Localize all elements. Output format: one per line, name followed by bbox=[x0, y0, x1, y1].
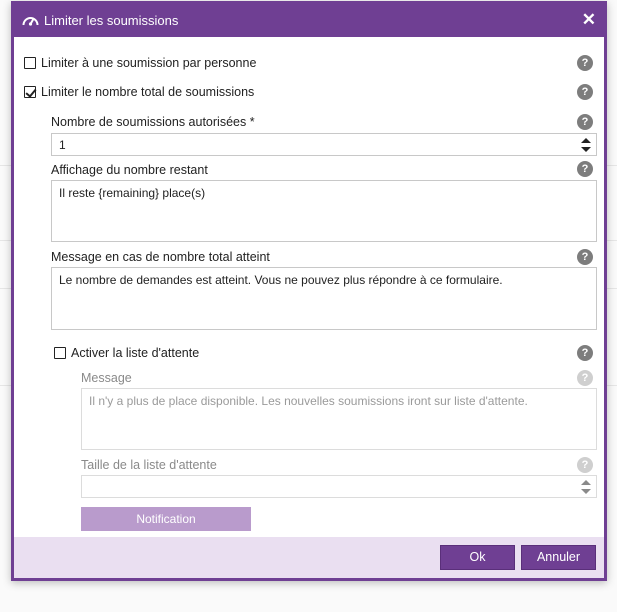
limit-per-person-checkbox[interactable] bbox=[24, 57, 36, 69]
remaining-display-label: Affichage du nombre restant bbox=[51, 163, 208, 177]
notification-button: Notification bbox=[81, 507, 251, 531]
enable-waitlist-checkbox[interactable] bbox=[54, 347, 66, 359]
allowed-submissions-label: Nombre de soumissions autorisées * bbox=[51, 115, 255, 129]
dialog-title: Limiter les soumissions bbox=[44, 13, 179, 28]
close-icon[interactable]: ✕ bbox=[581, 10, 596, 29]
number-spinner[interactable] bbox=[581, 138, 591, 152]
spin-up-icon[interactable] bbox=[581, 138, 591, 143]
spin-up-icon bbox=[581, 480, 591, 485]
allowed-submissions-input[interactable] bbox=[51, 133, 597, 156]
limit-submissions-dialog bbox=[11, 1, 607, 581]
ok-button[interactable]: Ok bbox=[440, 545, 515, 570]
spin-down-icon bbox=[581, 489, 591, 494]
number-spinner bbox=[581, 480, 591, 494]
allowed-submissions-value: 1 bbox=[59, 138, 66, 152]
help-icon[interactable]: ? bbox=[577, 161, 593, 177]
waitlist-size-input bbox=[81, 475, 597, 498]
limit-per-person-label: Limiter à une soumission par personne bbox=[41, 56, 257, 70]
cancel-button[interactable]: Annuler bbox=[521, 545, 596, 570]
enable-waitlist-label: Activer la liste d'attente bbox=[71, 346, 200, 360]
waitlist-message-textarea: Il n'y a plus de place disponible. Les nouvelles soumissions iront sur liste d'attente. bbox=[81, 388, 597, 450]
help-icon[interactable]: ? bbox=[577, 84, 593, 100]
total-reached-message-textarea[interactable]: Le nombre de demandes est atteint. Vous ne pouvez plus répondre à ce formulaire. bbox=[51, 267, 597, 330]
gauge-icon bbox=[22, 13, 39, 27]
waitlist-message-label: Message bbox=[81, 371, 132, 385]
dialog-footer bbox=[14, 537, 604, 578]
limit-total-label: Limiter le nombre total de soumissions bbox=[41, 85, 255, 99]
help-icon[interactable]: ? bbox=[577, 114, 593, 130]
help-icon: ? bbox=[577, 370, 593, 386]
help-icon[interactable]: ? bbox=[577, 345, 593, 361]
limit-total-checkbox[interactable] bbox=[24, 86, 36, 98]
waitlist-size-label: Taille de la liste d'attente bbox=[81, 458, 217, 472]
spin-down-icon[interactable] bbox=[581, 147, 591, 152]
help-icon[interactable]: ? bbox=[577, 249, 593, 265]
help-icon[interactable]: ? bbox=[577, 55, 593, 71]
remaining-display-textarea[interactable]: Il reste {remaining} place(s) bbox=[51, 180, 597, 242]
total-reached-message-label: Message en cas de nombre total atteint bbox=[51, 250, 270, 264]
dialog-titlebar bbox=[14, 4, 604, 37]
help-icon: ? bbox=[577, 457, 593, 473]
